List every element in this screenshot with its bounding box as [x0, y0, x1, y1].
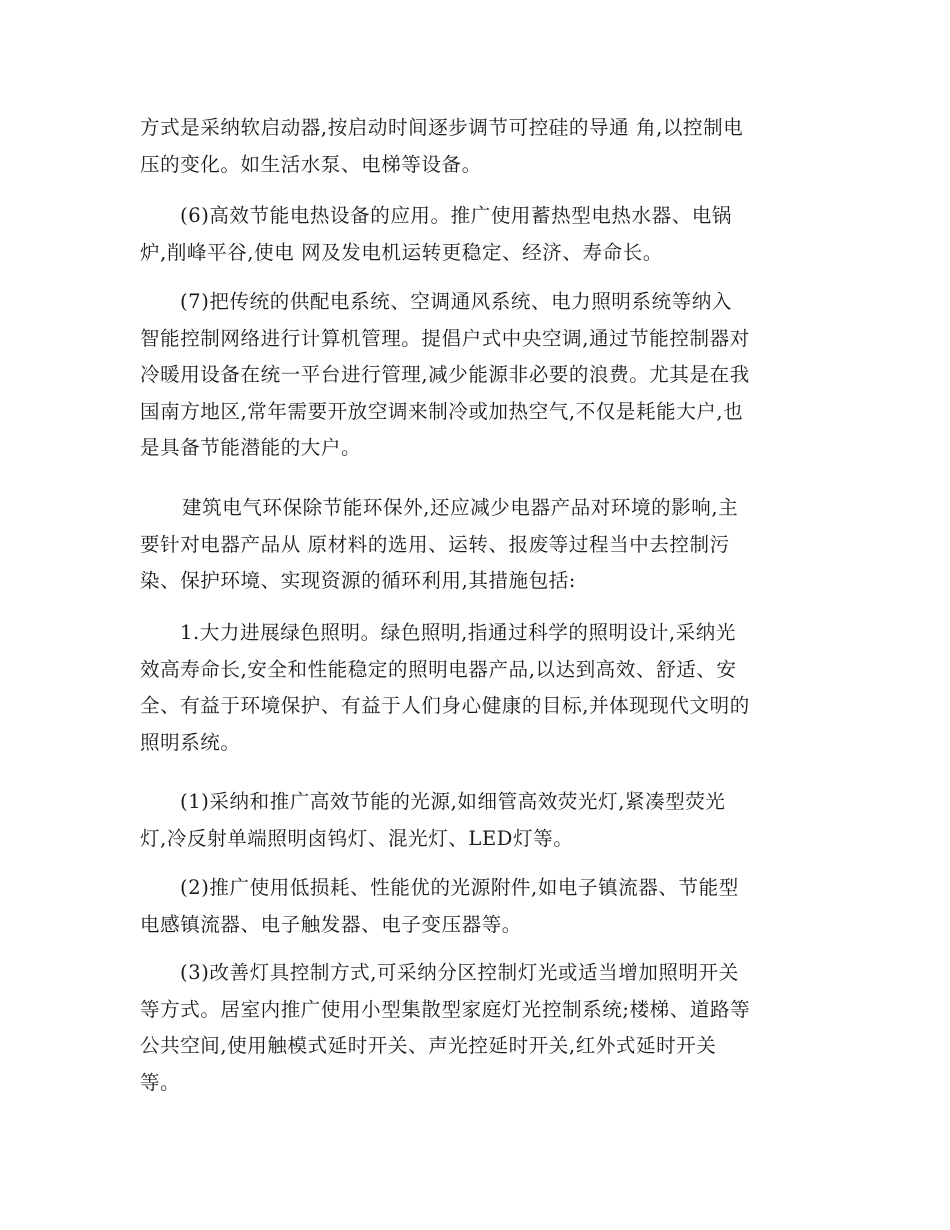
text-line: (6)高效节能电热设备的应用。推广使用蓄热型电热水器、电锅: [180, 204, 733, 227]
text-line: 炉,削峰平谷,使电 网及发电机运转更稳定、经济、寿命长。: [140, 240, 663, 264]
paragraph-item-6: [140, 198, 812, 271]
text-line: 效高寿命长,安全和性能稳定的照明电器产品,以达到高效、舒适、安: [140, 657, 737, 681]
text-line: 国南方地区,常年需要开放空调来制冷或加热空气,不仅是耗能大户,也: [140, 399, 744, 423]
text-line: 全、有益于环境保护、有益于人们身心健康的目标,并体现现代文明的: [140, 694, 750, 717]
text-line: 照明系统。: [140, 730, 241, 754]
paragraph-sub-item-2: [140, 870, 812, 943]
paragraph-item-1: [140, 615, 812, 761]
text-line: (2)推广使用低损耗、性能优的光源附件,如电子镇流器、节能型: [180, 876, 739, 899]
text-line: 公共空间,使用触模式延时开关、声光控延时开关,红外式延时开关: [140, 1034, 717, 1057]
paragraph-item-7: [140, 284, 812, 467]
text-line: (7)把传统的供配电系统、空调通风系统、电力照明系统等纳入: [180, 290, 733, 313]
text-line: 冷暖用设备在统一平台进行管理,减少能源非必要的浪费。尤其是在我: [140, 363, 750, 386]
text-line: 方式是采纳软启动器,按启动时间逐步调节可控硅的导通 角,以控制电: [140, 116, 744, 139]
text-line: 要针对电器产品从 原材料的选用、运转、报废等过程当中去控制污: [140, 532, 730, 556]
text-line: (1)采纳和推广高效节能的光源,如细管高效荧光灯,紧凑型荧光: [180, 790, 726, 813]
text-line: 等。: [140, 1070, 181, 1094]
text-line: 等方式。居室内推广使用小型集散型家庭灯光控制系统;楼梯、道路等: [140, 997, 751, 1021]
text-line: 1.大力进展绿色照明。绿色照明,指通过科学的照明设计,采纳光: [180, 621, 737, 644]
text-line: (3)改善灯具控制方式,可采纳分区控制灯光或适当增加照明开关: [180, 961, 739, 984]
text-line: 智能控制网络进行计算机管理。提倡户式中央空调,通过节能控制器对: [140, 326, 750, 350]
paragraph-sub-item-3: [140, 955, 812, 1101]
paragraph-continued: [140, 110, 812, 183]
text-line: 灯,冷反射单端照明卤钨灯、混光灯、LED灯等。: [140, 826, 574, 850]
text-line: 是具备节能潜能的大户。: [140, 436, 362, 459]
text-line: 建筑电气环保除节能环保外,还应减少电器产品对环境的影响,主: [182, 496, 739, 519]
text-line: 电感镇流器、电子触发器、电子变压器等。: [140, 912, 522, 936]
paragraph-sub-item-1: [140, 784, 812, 857]
text-line: 染、保护环境、实现资源的循环利用,其措施包括:: [140, 569, 577, 592]
text-line: 压的变化。如生活水泵、电梯等设备。: [140, 152, 482, 176]
paragraph-environment: [140, 490, 812, 600]
